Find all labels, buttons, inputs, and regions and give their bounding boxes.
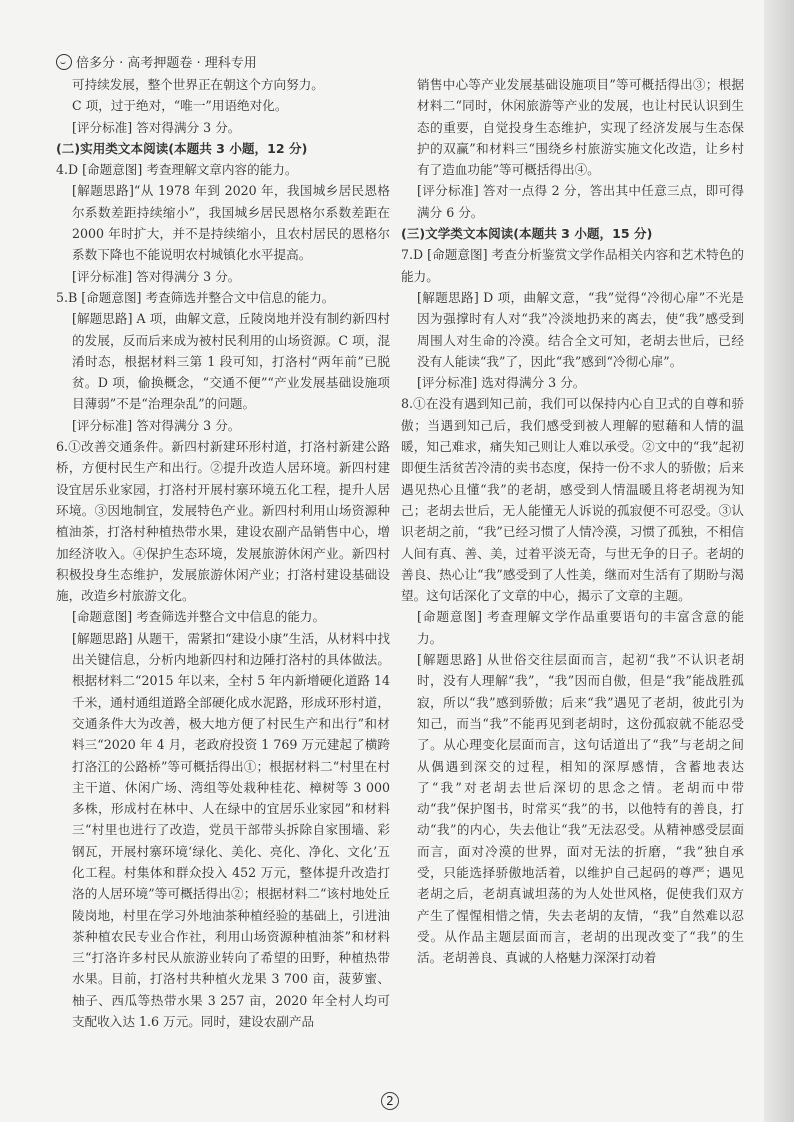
answer-paragraph: [解题思路] 从世俗交往层面而言，起初“我”不认识老胡时，没有人理解“我”，“我”因而自傲，但是“我”能战胜孤寂，所以“我”感到骄傲；后来“我”遇见了老胡，彼此引为知己，而当“我”不能再见到老胡时，这份孤寂就不能忍受了。从心理变化层面而言，这句话道出了“我”与老胡之间从偶遇到深交的过程，相知的深厚感情，含蓄地表达了“我”对老胡去世后深切的思念之情。老胡而中带动“我”保护图书，时常买“我”的书，以他特有的善良，打动“我”的内心，失去他让“我”无法忍受。从精神感受层面而言，面对冷漠的世界，面对无法的折磨，“我”独自承受，只能选择骄傲地活着，以维护自己起码的尊严；遇见老胡之后，老胡真诚坦荡的为人处世风格，促使我们双方产生了惺惺相惜之情，失去老胡的友情，“我”自然难以忍受。从作品主题层面而言，老胡的出现改变了“我”的生活。老胡善良、真诚的人格魅力深深打动着 bbox=[417, 652, 744, 966]
left-column bbox=[56, 74, 390, 1032]
answer-paragraph: [解题思路] D 项，曲解文意，“我”觉得“冷彻心扉”不光是因为强撑时有人对“我”冷淡地扔来的离去，使“我”感受到周围人对生命的冷漠。结合全文可知，老胡去世后，已经没有人能读“我”了，因此“我”感到“冷彻心扉”。 bbox=[417, 289, 744, 369]
section-heading: (二)实用类文本阅读(本题共 3 小题，12 分) bbox=[56, 140, 308, 156]
page-edge-shadow bbox=[764, 0, 794, 1122]
question-answer: 8.①在没有遇到知己前，我们可以保持内心自卫式的自尊和骄傲；当遇到知己后，我们感受到被人理解的慰藉和人情的温暖，知己难求，痛失知己则让人难以承受。②文中的“我”起初即便生活贫苦冷清的卖书态度，保持一份不求人的骄傲；后来遇见热心且懂“我”的老胡，感受到人情温暖且将老胡视为知己；老胡去世后，无人能懂无人诉说的孤寂便不可忍受。③认识老胡之前，“我”已经习惯了人情冷漠，习惯了孤独，不相信人间有真、善、美，过着平淡无奇，与世无争的日子。老胡的善良、热心让“我”感受到了人性美，继而对生活有了期盼与渴望。这句话深化了文章的中心，揭示了文章的主题。 bbox=[401, 396, 744, 604]
answer-paragraph: [评分标准] 答对得满分 3 分。 bbox=[72, 268, 241, 284]
answer-paragraph: 销售中心等产业发展基础设施项目”等可概括得出③；根据材料二“同时，休闲旅游等产业的发展，也让村民认识到生态的重要，自觉投身生态维护，实现了经济发展与生态保护的双赢”和材料三“围绕乡村旅游实施文化改造，让乡村有了造血功能”等可概括得出④。 bbox=[417, 77, 744, 178]
section-heading: (三)文学类文本阅读(本题共 3 小题，15 分) bbox=[401, 226, 653, 242]
answer-paragraph: [解题思路] A 项，曲解文意，丘陵岗地并没有制约新四村的发展，反而后来成为被村民利用的山场资源。C 项，混淆时态，根据材料三第 1 段可知，打洛村“两年前”已脱贫。D 项，偷换概念，“交通不便”“产业发展基础设施项目薄弱”不是“治理杂乱”的问题。 bbox=[72, 311, 390, 412]
panda-logo-icon bbox=[56, 54, 72, 70]
right-column bbox=[401, 74, 744, 968]
question-answer: 4.D [命题意图] 考查理解文章内容的能力。 bbox=[56, 162, 298, 178]
answer-paragraph: [命题意图] 考查筛选并整合文中信息的能力。 bbox=[72, 609, 326, 625]
answer-paragraph: [评分标准] 答对得满分 3 分。 bbox=[72, 119, 241, 135]
answer-paragraph: 可持续发展，整个世界正在朝这个方向努力。 bbox=[72, 77, 324, 92]
answer-paragraph: [评分标准] 答对一点得 2 分，答出其中任意三点，即可得满分 6 分。 bbox=[417, 183, 744, 220]
answer-paragraph: [解题思路]“从 1978 年到 2020 年，我国城乡居民恩格尔系数差距持续缩小”，我国城乡居民恩格尔系数差距在 2000 年时扩大，并不是持续缩小，且农村居民的恩格尔系数下降也不能说明农村城镇化水平提高。 bbox=[72, 183, 390, 263]
question-answer: 7.D [命题意图] 考查分析鉴赏文学作品相关内容和艺术特色的能力。 bbox=[401, 247, 744, 284]
page-number: 2 bbox=[381, 1092, 399, 1110]
answer-paragraph: [评分标准] 答对得满分 3 分。 bbox=[72, 417, 241, 433]
answer-paragraph: C 项，过于绝对，“唯一”用语绝对化。 bbox=[72, 98, 288, 114]
answer-paragraph: [解题思路] 从题干，需紧扣“建设小康”生活，从材料中找出关键信息，分析内地新四村和边陲打洛村的具体做法。根据材料二“2015 年以来，全村 5 年内新增硬化道路 14 千米，通村通组道路全部硬化成水泥路，形成环形村道，交通条件大为改善，极大地方便了村民生产和出行”和材料三“2020 年 4 月，老政府投资 1 769 万元建起了横跨打洛江的公路桥”等可概括得出①；根据材料二“村里在村主干道、休闲广场、湾组等处栽种桂花、樟树等 3 000 多株，形成村在林中、人在绿中的宜居乐业家园”和材料三“村里也进行了改造，党员干部带头拆除自家围墙、彩钢瓦，开展村寨环境‘绿化、美化、亮化、净化、文化’五化工程。村集体和群众投入 452 万元，整体提升改造打洛的人居环境”等可概括得出②；根据材料二“该村地处丘陵岗地，村里在学习外地油茶种植经验的基础上，引进油茶种植农民专业合作社，利用山场资源种植油茶”和材料三“打洛许多村民从旅游业转向了希望的田野，种植热带水果。目前，打洛村共种植火龙果 3 700 亩，菠萝蜜、柚子、西瓜等热带水果 3 257 亩，2020 年全村人均可支配收入达 1.6 万元。同时，建设农副产品 bbox=[72, 630, 390, 1030]
question-answer: 6.①改善交通条件。新四村新建环形村道，打洛村新建公路桥，方便村民生产和出行。②提升改造人居环境。新四村建设宜居乐业家园，打洛村开展村寨环境五化工程，提升人居环境。③因地制宜，发展特色产业。新四村利用山场资源种植油茶，打洛村种植热带水果，建设农副产品销售中心，增加经济收入。④保护生态环境，发展旅游休闲产业。新四村积极投身生态维护，发展旅游休闲产业；打洛村建设基础设施，改造乡村旅游文化。 bbox=[56, 439, 390, 604]
page-header bbox=[56, 52, 257, 71]
question-answer: 5.B [命题意图] 考查筛选并整合文中信息的能力。 bbox=[56, 289, 335, 305]
answer-paragraph: [评分标准] 选对得满分 3 分。 bbox=[417, 375, 586, 391]
header-title: 倍多分 · 高考押题卷 · 理科专用 bbox=[76, 56, 257, 71]
answer-paragraph: [命题意图] 考查理解文学作品重要语句的丰富含意的能力。 bbox=[417, 609, 744, 646]
